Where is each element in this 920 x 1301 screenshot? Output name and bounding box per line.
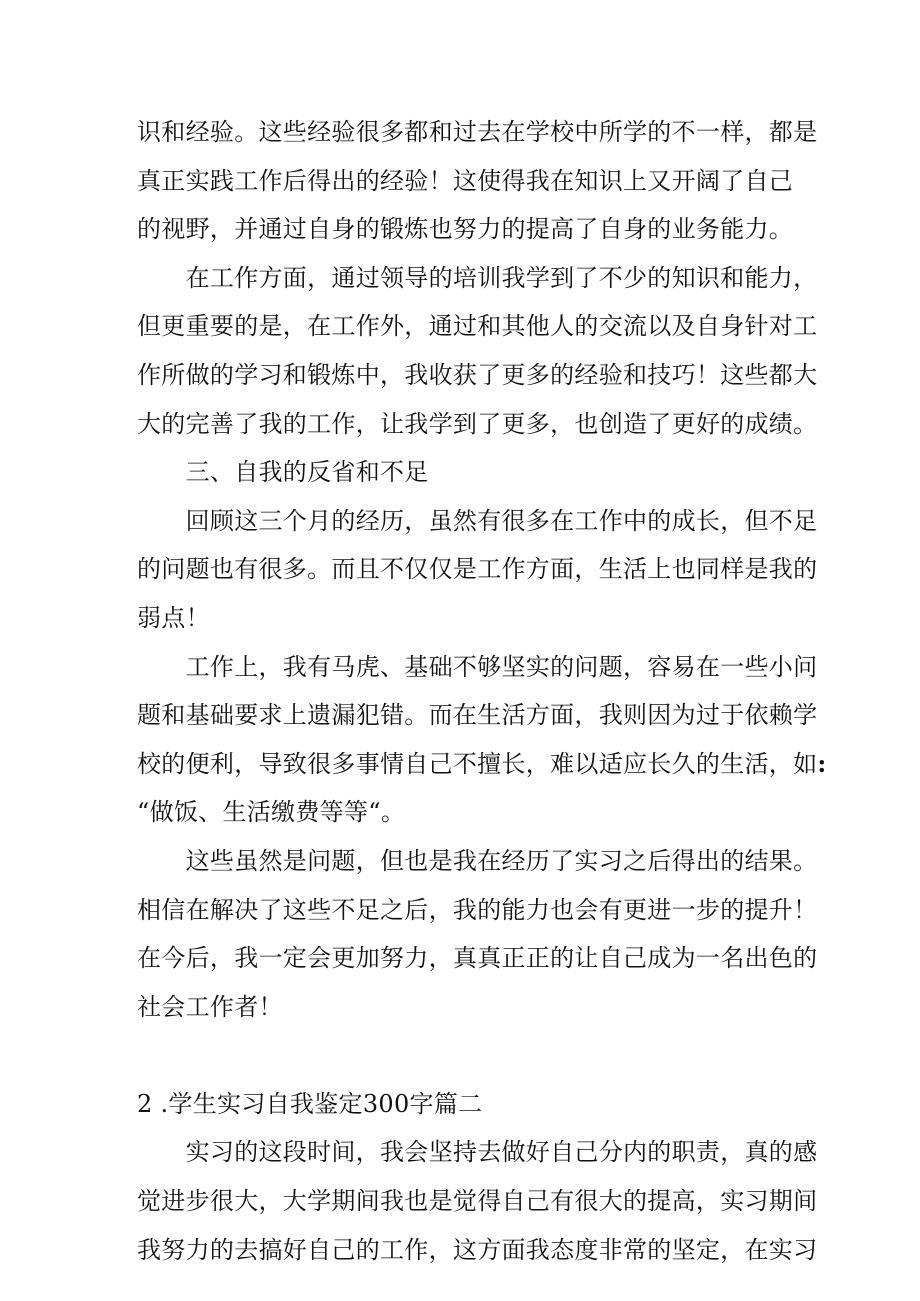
document-page — [137, 108, 827, 1274]
paragraph-review — [137, 497, 818, 643]
text-line: 社会工作者！ — [137, 992, 283, 1021]
text-line: 识和经验。这些经验很多都和过去在学校中所学的不一样，都是 — [137, 118, 818, 146]
text-line: 题和基础要求上遗漏犯错。而在生活方面，我则因为过于依赖学 — [137, 701, 818, 730]
text-line-with-colon — [137, 740, 827, 789]
text-line: 大的完善了我的工作，让我学到了更多，也创造了更好的成绩。 — [137, 409, 818, 438]
text-line: 我努力的去搞好自己的工作，这方面我态度非常的坚定，在实习 — [137, 1235, 818, 1264]
text-line: 相信在解决了这些不足之后，我的能力也会有更进一步的提升！ — [137, 895, 818, 924]
paragraph-shortcomings — [137, 643, 827, 837]
text-line: 作所做的学习和锻炼中，我收获了更多的经验和技巧！这些都大 — [137, 360, 818, 389]
text-line-content: 校的便利，导致很多事情自己不擅长，难以适应长久的生活，如 — [137, 749, 818, 778]
section-heading-3: 三、自我的反省和不足 — [185, 458, 429, 487]
text-line: “做饭、生活缴费等等“。 — [137, 798, 406, 827]
paragraph-section2 — [137, 1128, 818, 1274]
text-line: 在工作方面，通过领导的培训我学到了不少的知识和能力， — [185, 263, 818, 292]
text-line: 的视野，并通过自身的锻炼也努力的提高了自身的业务能力。 — [137, 215, 794, 244]
text-line: 回顾这三个月的经历，虽然有很多在工作中的成长，但不足 — [185, 506, 818, 535]
text-line: 这些虽然是问题，但也是我在经历了实习之后得出的结果。 — [185, 846, 818, 875]
section-heading-2: 2 .学生实习自我鉴定300字篇二 — [137, 1089, 483, 1118]
paragraph-work — [137, 254, 818, 448]
paragraph-conclusion — [137, 837, 818, 1031]
text-line: 在今后，我一定会更加努力，真真正正的让自己成为一名出色的 — [137, 944, 818, 973]
text-line: 真正实践工作后得出的经验！这使得我在知识上又开阔了自己 — [137, 166, 794, 195]
blank-line — [137, 1031, 787, 1080]
text-line: 但更重要的是，在工作外，通过和其他人的交流以及自身针对工 — [137, 312, 818, 341]
text-line: 工作上，我有马虎、基础不够坚实的问题，容易在一些小问 — [185, 652, 818, 681]
squeezed-colon: : — [817, 748, 827, 778]
text-line: 的问题也有很多。而且不仅仅是工作方面，生活上也同样是我的 — [137, 555, 818, 584]
text-line: 实习的这段时间，我会坚持去做好自己分内的职责，真的感 — [185, 1138, 818, 1167]
text-line: 弱点！ — [137, 603, 210, 632]
paragraph-section1-tail — [137, 108, 818, 254]
text-line: 觉进步很大，大学期间我也是觉得自己有很大的提高，实习期间 — [137, 1187, 818, 1216]
